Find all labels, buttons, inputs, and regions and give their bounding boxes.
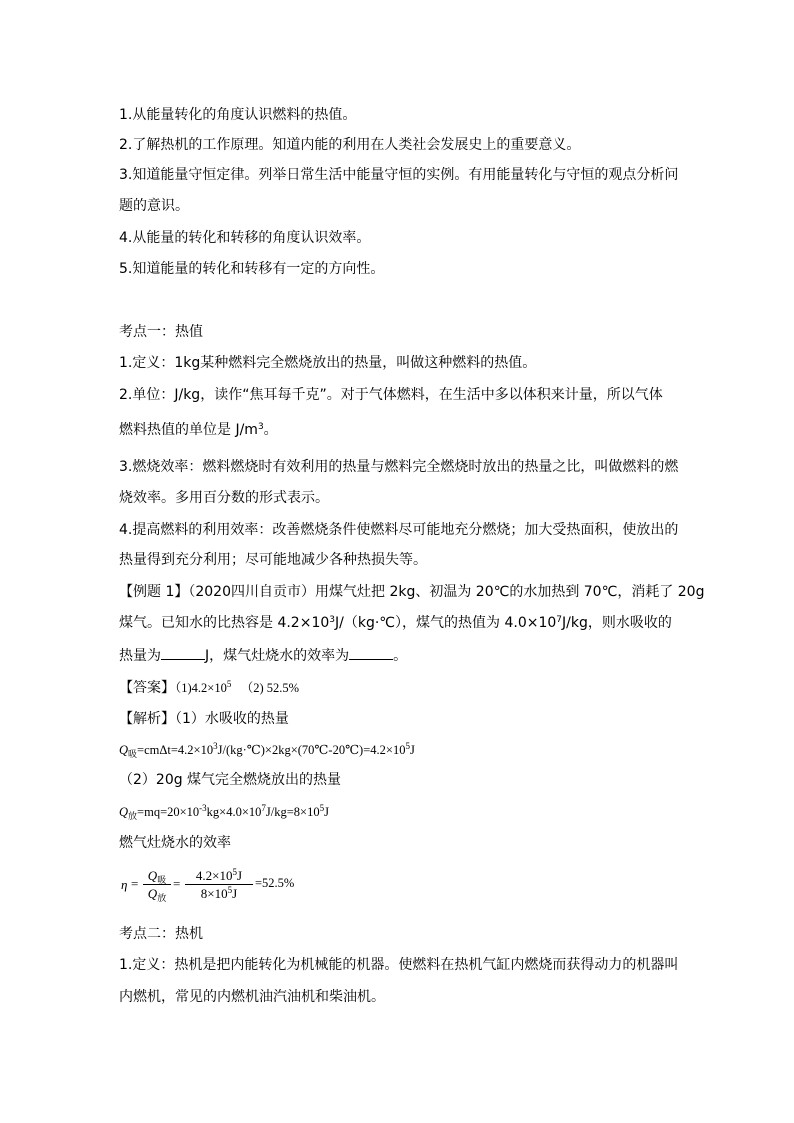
analysis-line: 【解析】（1）水吸收的热量 [119,711,289,727]
example-1-line-2: 煤气。已知水的比热容是 $4.2\times 10^3J/(kg\cdot℃)$，煤气的热值为 $4.0\times 10^7J/kg$，则水吸收的 [119,615,672,631]
answer-label: 【答案】 [119,680,175,696]
blank-2 [349,647,393,660]
analysis-part-3: 燃气灶烧水的效率 [119,835,231,851]
section-1-efficiency-line-2: 烧效率。多用百分数的形式表示。 [119,490,329,506]
objective-3-line-2: 题的意识。 [119,198,189,214]
example-label: 【例题 1】 [119,584,189,600]
section-1-efficiency-line-1: 3.燃烧效率：燃料燃烧时有效利用的热量与燃料完全燃烧时放出的热量之比，叫做燃料的燃 [119,459,679,475]
objective-4: 4.从能量的转化和转移的角度认识效率。 [119,230,371,246]
section-1-definition: 1.定义：1kg某种燃料完全燃烧放出的热量，叫做这种燃料的热值。 [119,355,537,371]
blank-1 [161,647,205,660]
analysis-part-2: （2）20g 煤气完全燃烧放出的热量 [119,772,342,788]
section-1-improve-line-2: 热量得到充分利用；尽可能地减少各种热损失等。 [119,552,427,568]
objective-2: 2.了解热机的工作原理。知道内能的利用在人类社会发展史上的重要意义。 [119,137,581,153]
analysis-label: 【解析】 [119,711,175,727]
fraction-symbolic: $Q_吸$ $Q_放$ [143,867,171,902]
formula-heat-absorbed: $Q_吸=cm\Delta t=4.2\times 10^3J/(kg\cdot℃)\times 2kg\times(70℃-20℃)=4.2\times 10^5J$ [119,741,415,759]
formula-heat-released: $Q_放=mq=20\times 10^{-3}kg\times 4.0\times 10^7J/kg=8\times 10^5J$ [119,803,329,821]
document-page: 1.从能量转化的角度认识燃料的热值。 2.了解热机的工作原理。知道内能的利用在人类社会发展史上的重要意义。 3.知道能量守恒定律。列举日常生活中能量守恒的实例。有用能量转化与守恒的观点分析问 题的意识。 4.从能量的转化和转移的角度认识效率。 5.知道能量的转化和转移有一定的方向性。 考点一：热值 1.定义：1kg某种燃料完全燃烧放出的热量，叫做这种燃料的热值。 2.单位：J/kg，读作“焦耳每千克”。对于气体燃料，在生活中多以体积来计量，所以气体 燃料热值的单位是 $J/m^3$。 3.燃烧效率：燃料燃烧时有效利用的热量与燃料完全燃烧时放出的热量之比，叫做燃料的燃 烧效率。多用百分数的形式表示。 4.提高燃料的利用效率：改善燃烧条件使燃料尽可能地充分燃烧；加大受热面积，使放出的 热量得到充分利用；尽可能地减少各种热损失等。 【例题 1】（2020四川自贡市）用煤气灶把 2kg、初温为 20℃的水加热到 70℃，消耗了 20g 煤气。已知水的比热容是 $4.2\times 10^3J/(kg\cdot℃)$，煤气的热值为 $4.0\times 10^7J/kg$，则水吸收的 热量为 J，煤气灶烧水的效率为 。 【答案】$(1)4.2\times 10^5$ （2) 52.5% 【解析】（1）水吸收的热量 $Q_吸=cm\Delta t=4.2\times 10^3J/(kg\cdot℃)\times 2kg\times(70℃-20℃)=4.2\times 10^5J$ （2）20g 煤气完全燃烧放出的热量 $Q_放=mq=20\times 10^{-3}kg\times 4.0\times 10^7J/kg=8\times 10^5J$ 燃气灶烧水的效率 η = $Q_吸$ $Q_放$ = $4.2\times 10^5J$ $8\times 10^5J$ =52.5% 考点二：热机 1.定义：热机是把内能转化为机械能的机器。使燃料在热机气缸内燃烧而获得动力的机器叫 内燃机，常见的内燃机油汽油机和柴油机。 [119,107,705,1005]
objective-5: 5.知道能量的转化和转移有一定的方向性。 [119,261,385,277]
answer-line: 【答案】$(1)4.2\times 10^5$ （2) 52.5% [119,679,300,696]
example-1-line-1: 【例题 1】（2020四川自贡市）用煤气灶把 2kg、初温为 20℃的水加热到 70℃，消耗了 20g [119,584,705,600]
objective-1: 1.从能量转化的角度认识燃料的热值。 [119,107,357,123]
section-1-unit-line-2: 燃料热值的单位是 $J/m^3$。 [119,422,278,438]
section-2-definition-line-2: 内燃机，常见的内燃机油汽油机和柴油机。 [119,989,385,1005]
fraction-numeric: $4.2\times 10^5J$ $8\times 10^5J$ [185,867,253,902]
example-1-line-3: 热量为 J，煤气灶烧水的效率为 。 [119,648,408,664]
section-2-definition-line-1: 1.定义：热机是把内能转化为机械能的机器。使燃料在热机气缸内燃烧而获得动力的机器叫 [119,957,679,973]
section-2-heading: 考点二：热机 [119,926,203,942]
objective-3-line-1: 3.知道能量守恒定律。列举日常生活中能量守恒的实例。有用能量转化与守恒的观点分析问 [119,167,679,183]
section-1-unit-line-1: 2.单位：J/kg，读作“焦耳每千克”。对于气体燃料，在生活中多以体积来计量，所以气体 [119,387,663,403]
section-1-improve-line-1: 4.提高燃料的利用效率：改善燃烧条件使燃料尽可能地充分燃烧；加大受热面积，使放出的 [119,522,679,538]
section-1-heading: 考点一：热值 [119,324,203,340]
